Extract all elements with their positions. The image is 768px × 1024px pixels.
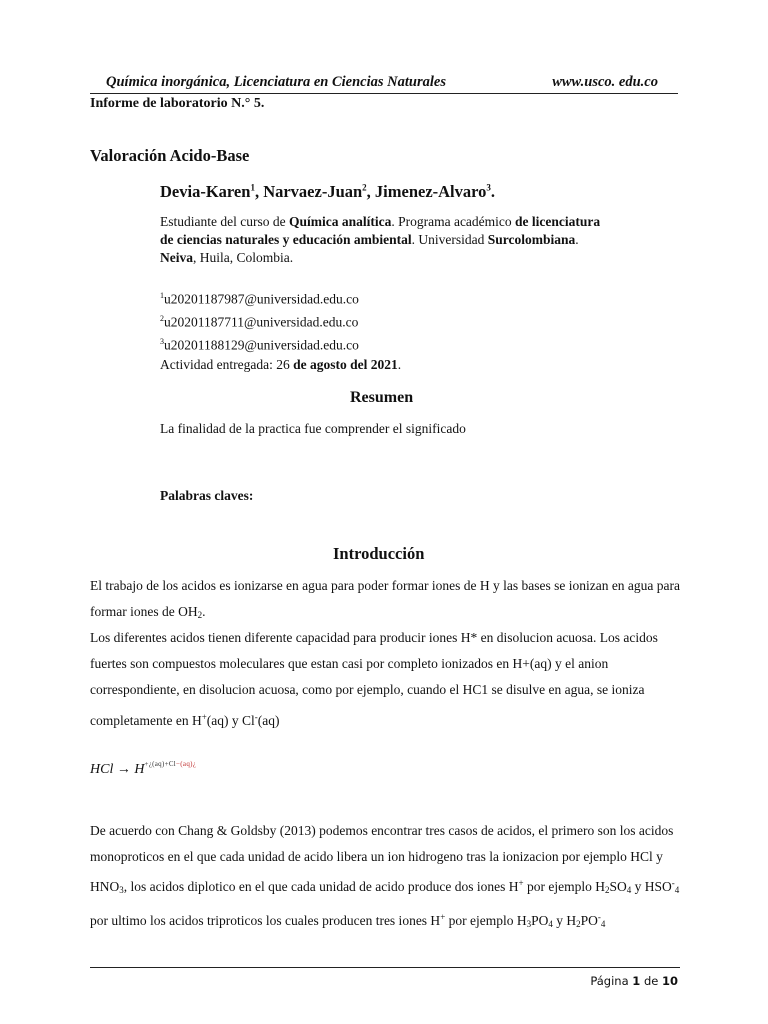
delivery-label: Actividad entregada: 26 (160, 357, 294, 372)
email-address: u20201188129@universidad.edu.co (164, 337, 359, 353)
page-of: de (640, 974, 662, 988)
paragraph-text: y H (552, 912, 577, 928)
email-address: u20201187711@universidad.edu.co (164, 314, 359, 330)
affiliation-course: Química analítica (288, 214, 392, 229)
subscript: 3 (119, 885, 124, 896)
paragraph-text: (aq) y Cl (206, 712, 255, 728)
footer-rule (90, 967, 680, 968)
subscript: 4 (548, 918, 553, 929)
author-list (160, 182, 495, 202)
affiliation (160, 213, 610, 267)
intro-paragraph-2 (90, 625, 690, 734)
subscript: 4 (600, 918, 606, 929)
paragraph-text: y HSO (631, 879, 672, 895)
total-pages: 10 (661, 974, 678, 988)
affiliation-university: Surcolombiana (487, 232, 576, 247)
equation-tiny-text: −(aq)¿ (176, 760, 197, 768)
superscript: + (440, 911, 446, 922)
paragraph-text: PO (531, 912, 549, 928)
abstract-heading: Resumen (350, 389, 414, 406)
paragraph-text: El trabajo de los acidos es ionizarse en agua para poder formar iones de H y las bases se ionizan en agua para formar iones de OH (90, 578, 681, 620)
intro-paragraph-3 (90, 818, 690, 937)
delivery-date (160, 357, 401, 373)
subscript: 2 (576, 918, 581, 929)
paragraph-text: por ejemplo H (445, 912, 527, 928)
affiliation-text: . (575, 232, 579, 247)
paragraph-text: De acuerdo con Chang & Goldsby (2013) podemos encontrar tres casos de acidos, el primero son los acidos monoproticos en el que cada unidad de acido libera un ion hidrogeno tras la ionizacion por ejemplo HCl y HNO (90, 823, 674, 895)
author-separator: , (366, 182, 375, 201)
affiliation-text: . Universidad (411, 232, 488, 247)
email-mark: 2 (160, 314, 164, 323)
superscript: + (201, 711, 207, 722)
subscript: 3 (526, 918, 532, 929)
author-mark: 2 (362, 182, 367, 193)
current-page: 1 (632, 974, 641, 988)
header-rule (90, 93, 678, 94)
email-line (160, 286, 359, 309)
affiliation-program: de licenciatura de ciencias naturales y educación ambiental (160, 214, 601, 247)
page-number (590, 974, 678, 988)
subscript: 4 (674, 885, 680, 896)
author-mark: 3 (486, 182, 491, 193)
author-name: Narvaez-Juan (263, 182, 363, 201)
page-label: Página (590, 974, 633, 988)
email-line (160, 332, 359, 355)
introduction-heading: Introducción (333, 544, 425, 563)
affiliation-text: Estudiante del curso de (160, 214, 289, 229)
report-number: Informe de laboratorio N.° 5. (90, 96, 265, 111)
equation-superscript (144, 760, 196, 768)
author-name: Jimenez-Alvaro (374, 182, 487, 201)
email-address: u20201187987@universidad.edu.co (164, 291, 359, 307)
superscript: - (597, 911, 601, 922)
paragraph-text: . (202, 604, 206, 620)
subscript: 2 (197, 610, 203, 621)
equation-hcl (90, 760, 196, 778)
paragraph-text: , los acidos diplotico en el que cada unidad de acido produce dos iones H (123, 879, 519, 895)
keywords-label: Palabras claves: (160, 488, 254, 503)
email-line (160, 309, 359, 332)
delivery-date-value: de agosto del 2021 (293, 357, 398, 372)
paper-title: Valoración Acido-Base (90, 146, 250, 165)
equation-main: HCl → H (90, 762, 145, 777)
author-separator: , (254, 182, 264, 201)
subscript: 2 (604, 885, 610, 896)
paragraph-text: por ejemplo H (523, 879, 605, 895)
author-mark: 1 (250, 182, 255, 193)
affiliation-text: . Programa académico (391, 214, 516, 229)
abstract-text: La finalidad de la practica fue comprender el significado (160, 421, 466, 436)
paragraph-text: SO (609, 879, 627, 895)
email-list (160, 286, 359, 355)
paragraph-text: PO (580, 912, 598, 928)
paragraph-text: Los diferentes acidos tienen diferente capacidad para producir iones H* en disolucion acuosa. Los acidos fuertes son compuestos moleculares que estan casi por completo ionizados en H+(aq) y el anion correspondiente, en disolucion acuosa, como por ejemplo, cuando el HC1 se disulve en agua, se ioniza completamente en H (90, 630, 658, 728)
superscript: - (254, 711, 258, 722)
email-mark: 3 (160, 337, 164, 346)
email-mark: 1 (160, 291, 164, 300)
paragraph-text: (aq) (257, 712, 280, 728)
intro-paragraph-1 (90, 573, 690, 628)
subscript: 4 (626, 885, 632, 896)
superscript: + (518, 878, 524, 889)
header-website: www.usco. edu.co (552, 74, 658, 90)
equation-tiny-text: +¿(aq)+Cl (144, 760, 177, 768)
author-name: Devia-Karen (160, 182, 251, 201)
delivery-end: . (397, 357, 402, 372)
author-separator: . (490, 182, 496, 201)
paragraph-text: por ultimo los acidos triproticos los cuales producen tres iones H (90, 912, 441, 928)
header-course-title: Química inorgánica, Licenciatura en Ciencias Naturales (106, 74, 446, 90)
superscript: - (671, 878, 675, 889)
affiliation-text: , Huila, Colombia. (193, 250, 294, 265)
affiliation-city: Neiva (160, 250, 193, 265)
